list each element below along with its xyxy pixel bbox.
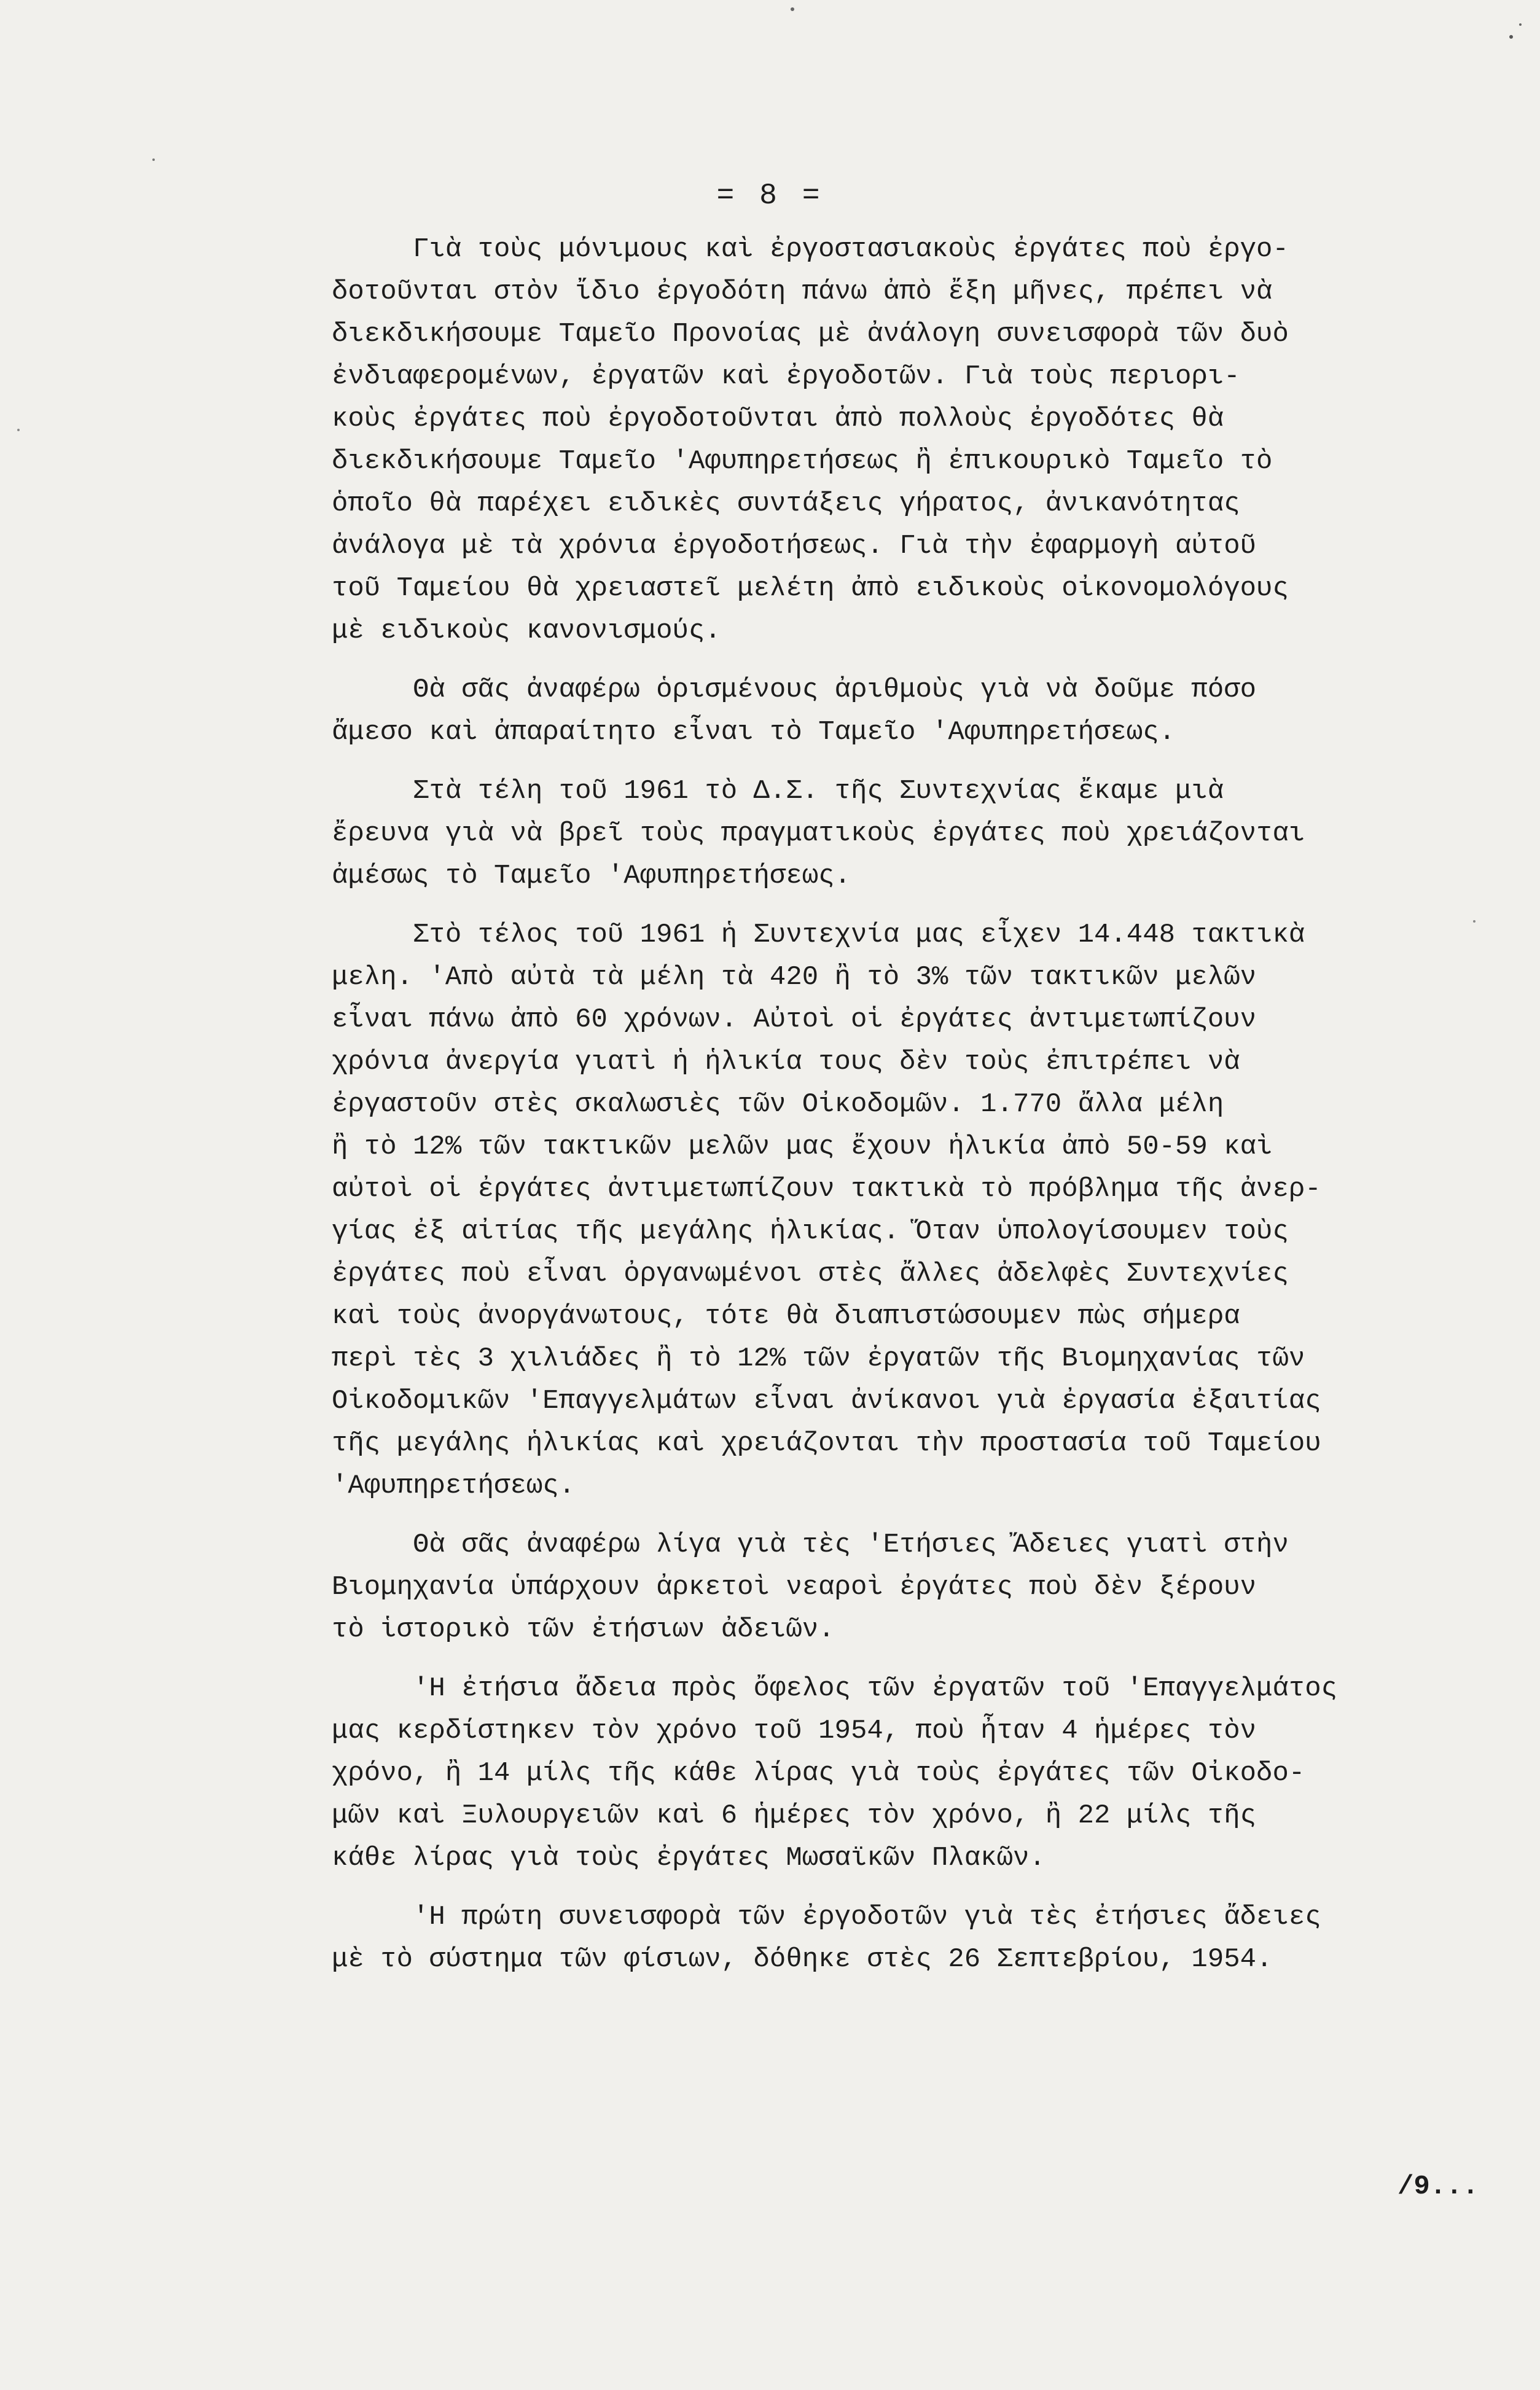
- document-body: [332, 228, 1468, 1981]
- text-line: Οἰκοδομικῶν 'Επαγγελμάτων εἶναι ἀνίκανοι γιὰ ἐργασία ἐξαιτίας: [332, 1386, 1321, 1416]
- text-line: τῆς μεγάλης ἡλικίας καὶ χρειάζονται τὴν προστασία τοῦ Ταμείου: [332, 1428, 1321, 1459]
- text-line: αὐτοὶ οἱ ἐργάτες ἀντιμετωπίζουν τακτικὰ τὸ πρόβλημα τῆς ἀνερ-: [332, 1174, 1321, 1205]
- text-line: δοτοῦνται στὸν ἴδιο ἐργοδότη πάνω ἀπὸ ἔξη μῆνες, πρέπει νὰ: [332, 276, 1273, 307]
- text-line: ἐργαστοῦν στὲς σκαλωσιὲς τῶν Οἰκοδομῶν. 1.770 ἄλλα μέλη: [332, 1089, 1224, 1120]
- text-line: ἀμέσως τὸ Ταμεῖο 'Αφυπηρετήσεως.: [332, 861, 851, 891]
- text-line: Βιομηχανία ὑπάρχουν ἀρκετοὶ νεαροὶ ἐργάτες ποὺ δὲν ξέρουν: [332, 1572, 1257, 1603]
- text-line: Θὰ σᾶς ἀναφέρω λίγα γιὰ τὲς 'Ετήσιες Ἄδειες γιατὶ στὴν: [332, 1529, 1289, 1560]
- text-line: ἄμεσο καὶ ἀπαραίτητο εἶναι τὸ Ταμεῖο 'Αφυπηρετήσεως.: [332, 717, 1176, 748]
- text-line: τοῦ Ταμείου θὰ χρειαστεῖ μελέτη ἀπὸ ειδικοὺς οἰκονομολόγους: [332, 573, 1289, 604]
- text-line: 'Αφυπηρετήσεως.: [332, 1470, 576, 1501]
- paragraph-membership-statistics: [332, 914, 1468, 1507]
- paragraph-annual-leave-intro: [332, 1524, 1468, 1651]
- text-line: τὸ ἱστορικὸ τῶν ἐτήσιων ἀδειῶν.: [332, 1614, 835, 1645]
- text-line: Θὰ σᾶς ἀναφέρω ὁρισμένους ἀριθμοὺς γιὰ νὰ δοῦμε πόσο: [332, 674, 1257, 705]
- paragraph-first-contribution: [332, 1896, 1468, 1981]
- page-number: = 8 =: [716, 179, 824, 213]
- text-line: ἢ τὸ 12% τῶν τακτικῶν μελῶν μας ἔχουν ἡλικία ἀπὸ 50-59 καὶ: [332, 1131, 1273, 1162]
- continuation-marker: /9...: [1397, 2171, 1479, 2202]
- text-line: ἀνάλογα μὲ τὰ χρόνια ἐργοδοτήσεως. Γιὰ τὴν ἐφαρμογὴ αὐτοῦ: [332, 531, 1257, 561]
- text-line: περὶ τὲς 3 χιλιάδες ἢ τὸ 12% τῶν ἐργατῶν τῆς Βιομηχανίας τῶν: [332, 1343, 1305, 1374]
- text-line: μὲ τὸ σύστημα τῶν φίσιων, δόθηκε στὲς 26 Σεπτεβρίου, 1954.: [332, 1944, 1273, 1975]
- text-line: Στὸ τέλος τοῦ 1961 ἡ Συντεχνία μας εἶχεν 14.448 τακτικὰ: [332, 920, 1305, 950]
- text-line: μὲ ειδικοὺς κανονισμούς.: [332, 615, 721, 646]
- text-line: γίας ἐξ αἰτίας τῆς μεγάλης ἡλικίας. Ὅταν ὑπολογίσουμεν τοὺς: [332, 1216, 1289, 1247]
- text-line: χρόνια ἀνεργία γιατὶ ἡ ἡλικία τους δὲν τοὺς ἐπιτρέπει νὰ: [332, 1047, 1240, 1077]
- text-line: 'Η πρώτη συνεισφορὰ τῶν ἐργοδοτῶν γιὰ τὲς ἐτήσιες ἄδειες: [332, 1902, 1321, 1932]
- text-line: ἐργάτες ποὺ εἶναι ὀργανωμένοι στὲς ἄλλες ἀδελφὲς Συντεχνίες: [332, 1259, 1289, 1289]
- text-line: μας κερδίστηκεν τὸν χρόνο τοῦ 1954, ποὺ ἦταν 4 ἡμέρες τὸν: [332, 1716, 1257, 1746]
- paragraph-annual-leave-1954: [332, 1668, 1468, 1880]
- text-line: 'Η ἐτήσια ἄδεια πρὸς ὄφελος τῶν ἐργατῶν τοῦ 'Επαγγελμάτος: [332, 1673, 1338, 1704]
- paragraph-provident-fund: [332, 228, 1468, 652]
- text-line: μελη. 'Απὸ αὐτὰ τὰ μέλη τὰ 420 ἢ τὸ 3% τῶν τακτικῶν μελῶν: [332, 962, 1257, 993]
- paragraph-survey-1961: [332, 770, 1468, 897]
- text-line: εἶναι πάνω ἀπὸ 60 χρόνων. Αὐτοὶ οἱ ἐργάτες ἀντιμετωπίζουν: [332, 1004, 1257, 1035]
- text-line: διεκδικήσουμε Ταμεῖο 'Αφυπηρετήσεως ἢ ἐπικουρικὸ Ταμεῖο τὸ: [332, 446, 1273, 477]
- text-line: ἔρευνα γιὰ νὰ βρεῖ τοὺς πραγματικοὺς ἐργάτες ποὺ χρειάζονται: [332, 818, 1305, 849]
- text-line: χρόνο, ἢ 14 μίλς τῆς κάθε λίρας γιὰ τοὺς ἐργάτες τῶν Οἰκοδο-: [332, 1758, 1305, 1789]
- text-line: καὶ τοὺς ἀνοργάνωτους, τότε θὰ διαπιστώσουμεν πὼς σήμερα: [332, 1301, 1240, 1332]
- text-line: ἐνδιαφερομένων, ἐργατῶν καὶ ἐργοδοτῶν. Γιὰ τοὺς περιορι-: [332, 361, 1240, 392]
- text-line: Στὰ τέλη τοῦ 1961 τὸ Δ.Σ. τῆς Συντεχνίας ἔκαμε μιὰ: [332, 776, 1224, 806]
- text-line: ὁποῖο θὰ παρέχει ειδικὲς συντάξεις γήρατος, ἀνικανότητας: [332, 488, 1240, 519]
- paragraph-figures-intro: [332, 669, 1468, 754]
- text-line: κάθε λίρας γιὰ τοὺς ἐργάτες Μωσαϊκῶν Πλακῶν.: [332, 1843, 1046, 1873]
- text-line: κοὺς ἐργάτες ποὺ ἐργοδοτοῦνται ἀπὸ πολλοὺς ἐργοδότες θὰ: [332, 404, 1224, 434]
- text-line: Γιὰ τοὺς μόνιμους καὶ ἐργοστασιακοὺς ἐργάτες ποὺ ἐργο-: [332, 234, 1289, 265]
- text-line: διεκδικήσουμε Ταμεῖο Προνοίας μὲ ἀνάλογη συνεισφορὰ τῶν δυὸ: [332, 319, 1289, 350]
- text-line: μῶν καὶ Ξυλουργειῶν καὶ 6 ἡμέρες τὸν χρόνο, ἢ 22 μίλς τῆς: [332, 1800, 1257, 1831]
